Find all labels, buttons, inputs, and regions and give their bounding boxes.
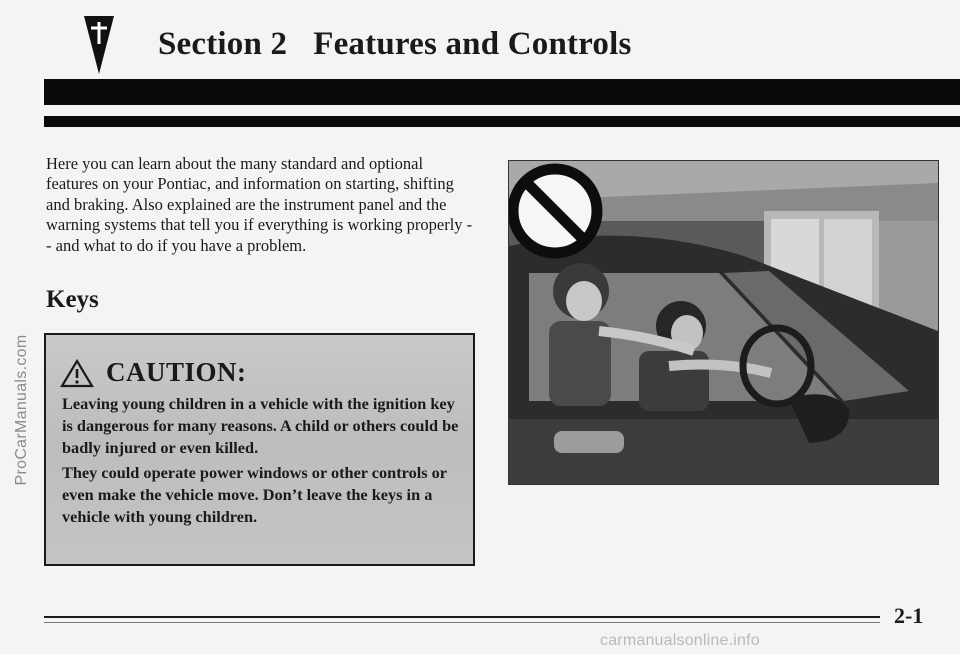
pontiac-logo-icon	[82, 14, 116, 76]
caution-header	[60, 357, 247, 388]
page-number: 2-1	[894, 603, 924, 628]
keys-heading: Keys	[46, 286, 99, 313]
page-title	[158, 26, 632, 63]
intro-paragraph: Here you can learn about the many standard and optional features on your Pontiac, and information on starting, shifting and braking. Also explained are the instrument panel and the warning systems that tell you if everything is working properly -- and what to do if you have a problem.	[46, 154, 473, 255]
section-name: Features and Controls	[313, 26, 632, 62]
footer-rule	[44, 616, 880, 618]
children-in-car-illustration	[508, 160, 939, 485]
watermark	[4, 200, 44, 620]
footer-site-text: carmanualsonline.info	[600, 632, 760, 649]
section-number: Section 2	[158, 26, 288, 62]
watermark-text: ProCarManuals.com	[13, 334, 30, 486]
caution-title: CAUTION:	[106, 357, 247, 387]
caution-paragraph: They could operate power windows or other controls or even make the vehicle move. Don’t leave the keys in a vehicle with young children.	[62, 463, 447, 526]
caution-paragraph: Leaving young children in a vehicle with the ignition key is dangerous for many reasons. A child or others could be badly injured or even killed.	[62, 394, 459, 457]
header-bar	[44, 79, 960, 105]
footer-rule-thin	[44, 622, 880, 623]
caution-text	[62, 393, 462, 531]
caution-box	[44, 333, 475, 566]
header-rule	[44, 116, 960, 127]
warning-triangle-icon	[60, 358, 94, 388]
